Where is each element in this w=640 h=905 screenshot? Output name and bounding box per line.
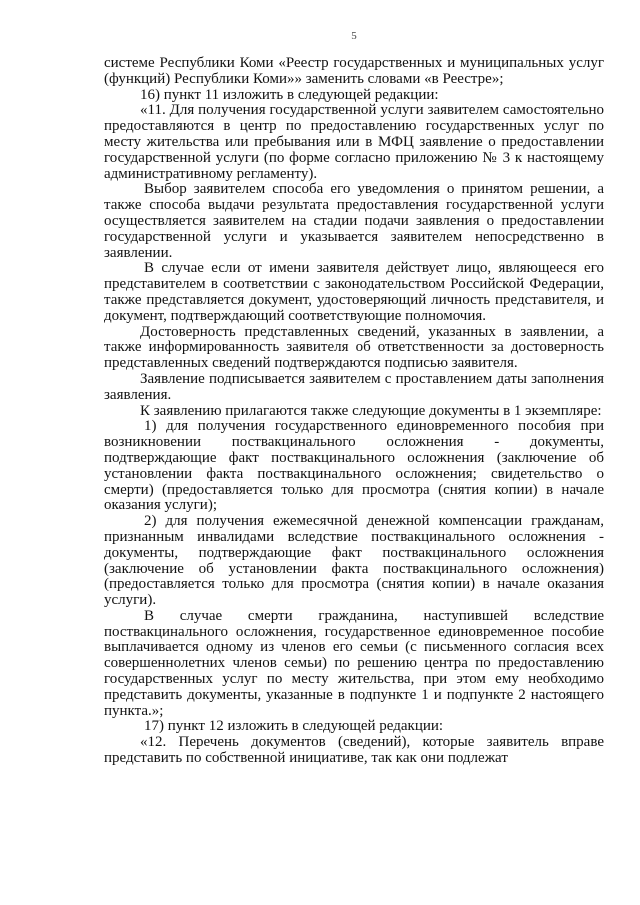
paragraph-attachments-intro: К заявлению прилагаются также следующие документы в 1 экземпляре: <box>140 402 602 419</box>
page-number: 5 <box>351 30 357 42</box>
paragraph-item-17: 17) пункт 12 изложить в следующей редакции: <box>144 718 444 735</box>
paragraph-signature: Заявление подписывается заявителем с проставлением даты заполнения заявления. <box>104 370 604 403</box>
paragraph-clause-12: «12. Перечень документов (сведений), которые заявитель вправе представить по собственной инициативе, так как они подлежат <box>104 734 604 767</box>
paragraph-attachment-1: 1) для получения государственного единовременного пособия при возникновении поствакцинального осложнения - документы, подтверждающие факт поствакцинального осложнения (заключение об установлении факта поствакцинального осложнения; свидетельство о смерти) (предоставляется только для просмотра (снятия копии) в начале оказания услуги); <box>104 418 604 514</box>
paragraph-clause-11: «11. Для получения государственной услуги заявителем самостоятельно предоставляются в центр по предоставлению государственных услуг по месту жительства или пребывания или в МФЦ заявление о предоставлении государственной услуги (по форме согласно приложению № 3 к настоящему административному регламенту). <box>104 102 604 182</box>
paragraph-registry-replacement: системе Республики Коми «Реестр государственных и муниципальных услуг (функций) Республики Коми»» заменить словами «в Реестре»; <box>104 55 604 87</box>
paragraph-death-case: В случае смерти гражданина, наступившей вследствие поствакцинального осложнения, государственное единовременное пособие выплачивается одному из членов его семьи (с письменного согласия всех совершеннолетних членов семьи) по решению центра по предоставлению государственных услуг по месту жительства, при этом ему необходимо представить документы, указанные в подпункте 1 и подпункте 2 настоящего пункта.»; <box>104 607 604 719</box>
paragraph-notification-choice: Выбор заявителем способа его уведомления о принятом решении, а также способа выдачи результата предоставления государственной услуги осуществляется заявителем на стадии подачи заявления о предоставлении государственной услуги и указывается заявителем непосредственно в заявлении. <box>104 181 604 261</box>
paragraph-attachment-2: 2) для получения ежемесячной денежной компенсации гражданам, признанным инвалидами вследствие поствакцинального осложнения - документы, подтверждающие факт поствакцинального осложнения (заключение об установлении факта поствакцинального осложнения) (предоставляется только для просмотра (снятия копии) в начале оказания услуги). <box>104 513 604 609</box>
paragraph-representative: В случае если от имени заявителя действует лицо, являющееся его представителем в соответствии с законодательством Российской Федерации, также представляется документ, удостоверяющий личность представителя, и документ, подтверждающий соответствующие полномочия. <box>104 260 604 324</box>
paragraph-item-16: 16) пункт 11 изложить в следующей редакции: <box>140 86 439 103</box>
paragraph-reliability: Достоверность представленных сведений, указанных в заявлении, а также информированность заявителя об ответственности за достоверность представленных сведений подтверждаются подписью заявителя. <box>104 323 604 372</box>
